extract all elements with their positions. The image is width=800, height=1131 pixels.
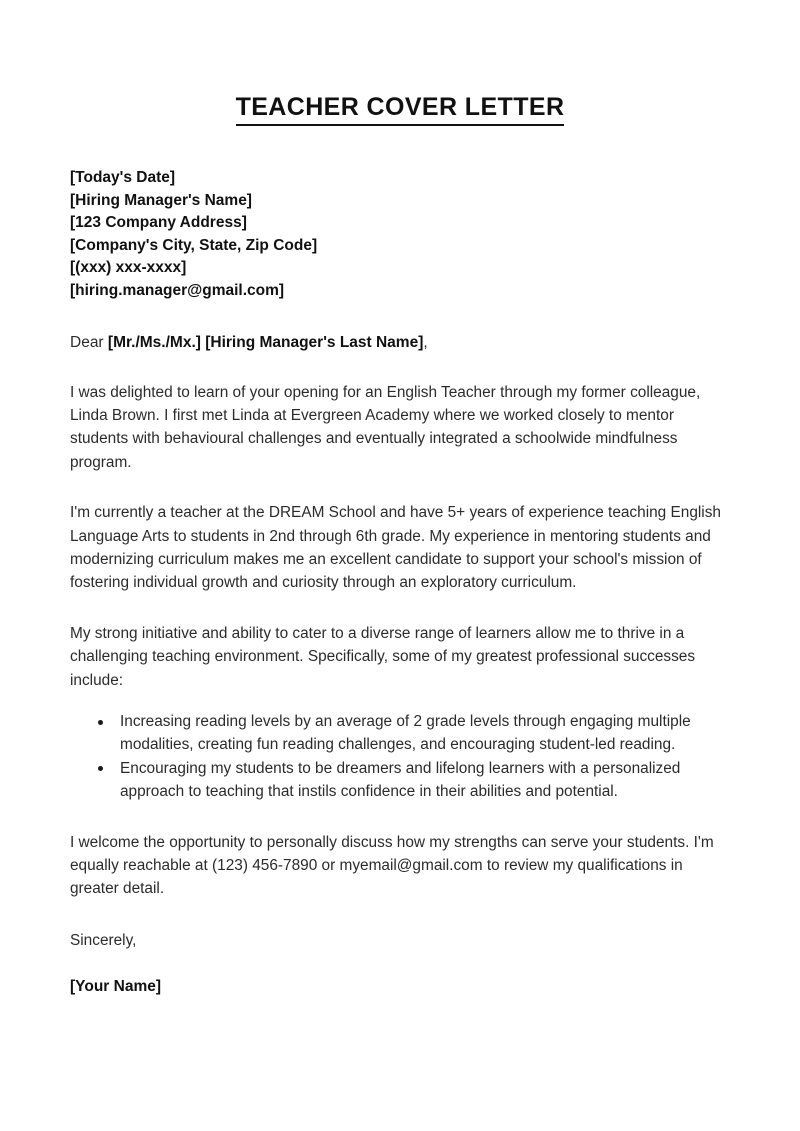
body-paragraph-experience: I'm currently a teacher at the DREAM School and have 5+ years of experience teaching English Language Arts to students in 2nd through 6th grade. My experience in mentoring students and modernizing curriculum makes me an excellent candidate to support your school's mission of fostering individual growth and curiosity through an exploratory curriculum. [70,504,721,592]
recipient-line-address: [123 Company Address] [70,214,247,232]
page-title [70,0,730,122]
salutation-punctuation: , [423,333,428,351]
signature-name: [Your Name] [70,978,162,996]
list-item: Encouraging my students to be dreamers and lifelong learners with a personalized approach to teaching that instils confidence in their abilities and potential. [70,757,730,804]
signoff-closing: Sincerely, [70,931,137,949]
recipient-line-city-state-zip: [Company's City, State, Zip Code] [70,236,318,254]
body-paragraph-successes-lead: My strong initiative and ability to cater to a diverse range of learners allow me to thrive in a challenging teaching environment. Specifically, some of my greatest professional successes include: [70,624,696,689]
recipient-line-email: [hiring.manager@gmail.com] [70,281,285,299]
body-paragraph-intro: I was delighted to learn of your opening for an English Teacher through my former colleague, Linda Brown. I first met Linda at Evergreen Academy where we worked closely to mentor students with behavioural challenges and eventually integrated a schoolwide mindfulness program. [70,383,701,471]
list-item: Increasing reading levels by an average of 2 grade levels through engaging multiple modalities, creating fun reading challenges, and encouraging student-led reading. [70,710,730,757]
recipient-block [70,167,730,303]
achievement-list [70,692,730,804]
recipient-line-manager-name: [Hiring Manager's Name] [70,191,252,209]
salutation [70,331,730,354]
body-paragraph-closing: I welcome the opportunity to personally discuss how my strengths can serve your students. I'm equally reachable at (123) 456-7890 or myemail@gmail.com to review my qualifications in greater detail. [70,833,714,898]
recipient-line-phone: [(xxx) xxx-xxxx] [70,259,187,277]
salutation-greeting: Dear [70,333,108,351]
page-title-text: TEACHER COVER LETTER [236,93,565,126]
recipient-line-date: [Today's Date] [70,169,176,186]
salutation-placeholder-name: [Mr./Ms./Mx.] [Hiring Manager's Last Name] [107,333,424,351]
